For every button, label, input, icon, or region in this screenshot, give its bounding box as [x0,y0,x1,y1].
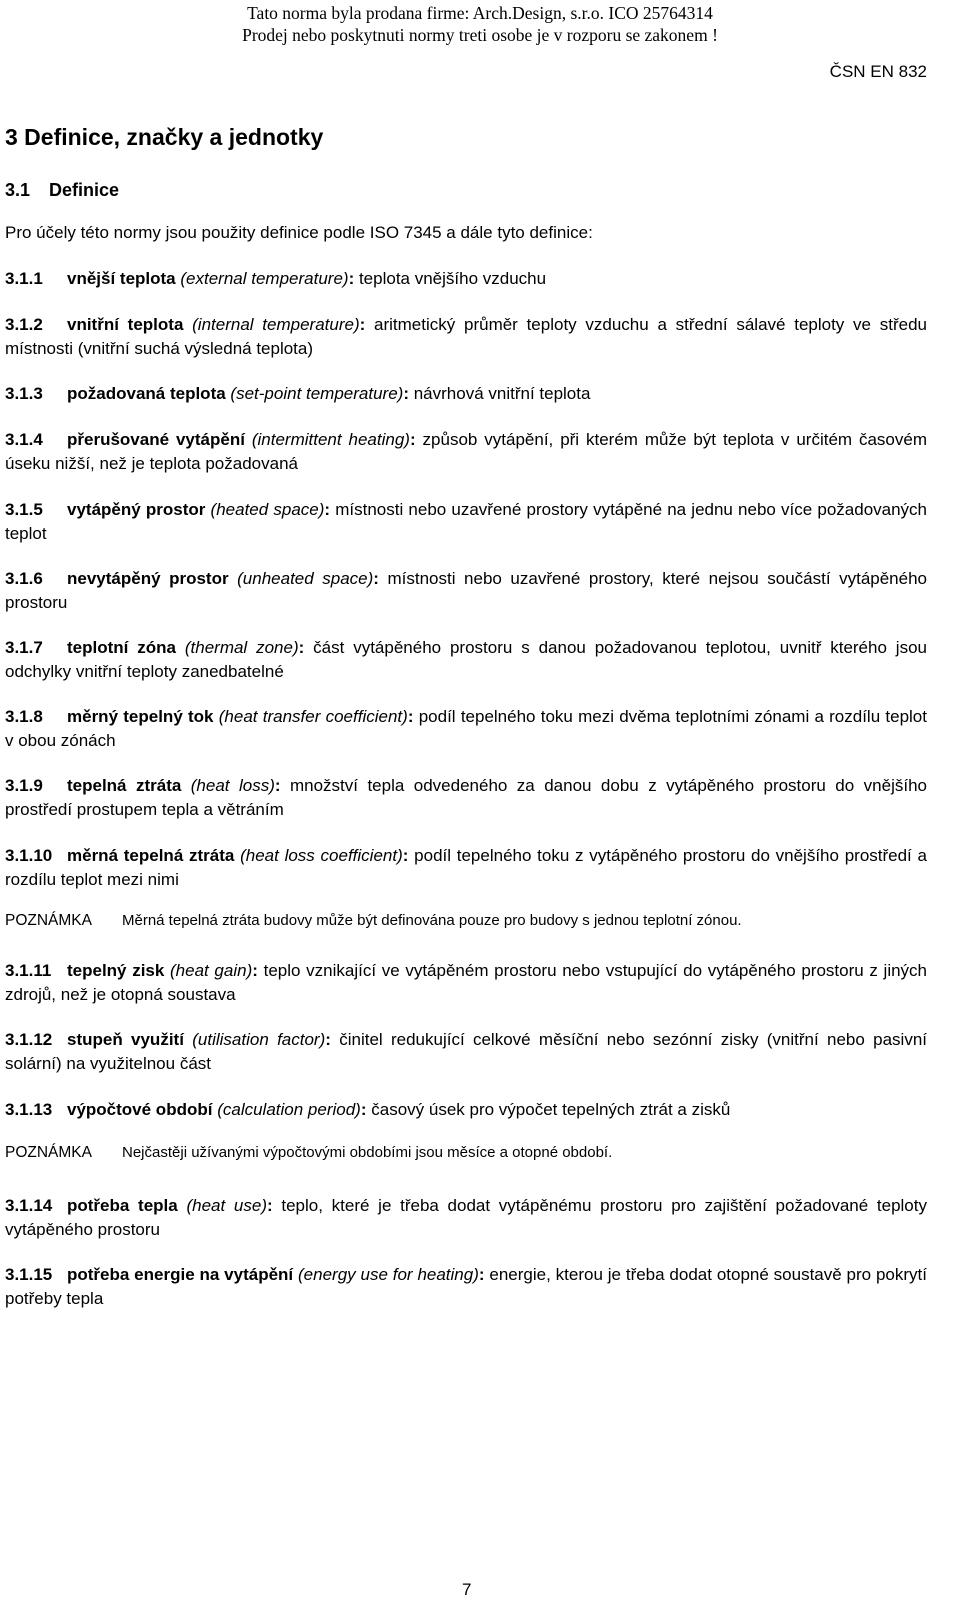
definition-3-1-9 [5,774,927,822]
definition-colon: : [298,638,305,657]
definition-english-term: (intermittent heating) [251,430,410,449]
definition-3-1-1 [5,267,927,291]
definition-english-term: (unheated space) [237,569,374,588]
definition-colon: : [348,269,355,288]
definition-term: tepelný zisk [67,961,165,980]
definition-english-term: (thermal zone) [184,638,299,657]
definition-colon: : [403,384,409,403]
definition-text: činitel redukující celkové měsíční nebo sezónní zisky (vnitřní nebo pasivní solární) na využitelnou část [5,1030,927,1073]
definition-3-1-8 [5,705,927,753]
definition-english-term: (heat loss coefficient) [240,846,403,865]
definition-3-1-11 [5,959,927,1007]
section-heading: 3 Definice, značky a jednotky [5,124,324,150]
definition-3-1-2 [5,313,927,361]
subsection-number: 3.1 [5,180,31,200]
definition-text: část vytápěného prostoru s danou požadovanou teplotou, uvnitř kterého jsou odchylky vnitřní teploty zanedbatelné [5,638,927,681]
definition-text: množství tepla odvedeného za danou dobu z vytápěného prostoru do vnějšího prostředí prostupem tepla a větráním [5,776,927,819]
definition-number: 3.1.15 [5,1265,53,1284]
definition-number: 3.1.10 [5,846,53,865]
definition-text: místnosti nebo uzavřené prostory, které nejsou součástí vytápěného prostoru [5,569,928,612]
definition-number: 3.1.4 [5,430,43,449]
subsection-title: Definice [49,180,120,200]
definition-text: podíl tepelného toku z vytápěného prostoru do vnějšího prostředí a rozdílu teplot mezi nimi [5,846,927,889]
definition-colon: : [359,315,366,334]
page-number: 7 [462,1580,472,1599]
note-text: Nejčastěji užívanými výpočtovými obdobími jsou měsíce a otopné období. [122,1144,613,1161]
watermark-line-1: Tato norma byla prodana firme: Arch.Design, s.r.o. ICO 25764314 [247,3,713,23]
definition-term: potřeba energie na vytápění [67,1265,294,1284]
definition-english-term: (heated space) [210,500,325,519]
definition-colon: : [407,707,414,726]
definition-term: přerušované vytápění [67,430,245,449]
watermark [0,2,960,46]
definition-text: místnosti nebo uzavřené prostory vytápěné na jednu nebo více požadovaných teplot [5,500,928,543]
definition-text: energie, kterou je třeba dodat otopné soustavě pro pokrytí potřeby tepla [5,1265,927,1308]
definition-text: způsob vytápění, při kterém může být teplota v určitém časovém úseku nižší, než je teplota požadovaná [5,430,927,473]
standard-code: ČSN EN 832 [829,62,927,81]
definition-term: tepelná ztráta [67,776,182,795]
definition-number: 3.1.14 [5,1196,53,1215]
note-label: POZNÁMKA [5,1144,92,1161]
definition-colon: : [402,846,409,865]
definition-english-term: (calculation period) [217,1100,361,1119]
definition-colon: : [325,1030,331,1049]
definition-3-1-3 [5,382,927,406]
note-text: Měrná tepelná ztráta budovy může být definována pouze pro budovy s jednou teplotní zónou. [122,912,742,929]
note-label: POZNÁMKA [5,912,92,929]
definition-colon: : [478,1265,485,1284]
definition-colon: : [409,430,416,449]
definition-colon: : [252,961,258,980]
definition-english-term: (heat use) [186,1196,267,1215]
definition-term: výpočtové období [67,1100,213,1119]
definition-colon: : [274,776,281,795]
definition-term: potřeba tepla [67,1196,178,1215]
definition-term: stupeň využití [67,1030,184,1049]
definition-colon: : [266,1196,273,1215]
definition-number: 3.1.6 [5,569,43,588]
definition-term: nevytápěný prostor [67,569,229,588]
definition-text: časový úsek pro výpočet tepelných ztrát a zisků [366,1100,731,1119]
definition-3-1-15 [5,1263,927,1311]
definition-term: vnější teplota [67,269,176,288]
definition-colon: : [373,569,379,588]
definition-3-1-13 [5,1098,927,1122]
definition-number: 3.1.7 [5,638,43,657]
definition-english-term: (heat gain) [170,961,253,980]
note-1 [5,911,927,931]
definition-number: 3.1.1 [5,269,43,288]
definition-number: 3.1.11 [5,961,52,980]
definition-text: teplota vnějšího vzduchu [354,269,547,288]
watermark-line-2: Prodej nebo poskytnuti normy treti osobe je v rozporu se zakonem ! [242,25,718,45]
subsection-heading [5,180,119,201]
definition-colon: : [360,1100,367,1119]
definition-text: podíl tepelného toku mezi dvěma teplotními zónami a rozdílu teplot v obou zónách [5,707,927,750]
definition-number: 3.1.12 [5,1030,53,1049]
definition-english-term: (internal temperature) [192,315,360,334]
intro-paragraph: Pro účely této normy jsou použity definice podle ISO 7345 a dále tyto definice: [5,223,593,242]
definition-colon: : [324,500,331,519]
definition-english-term: (heat transfer coefficient) [218,707,408,726]
definition-3-1-12 [5,1028,927,1076]
definition-3-1-5 [5,498,927,546]
definition-english-term: (utilisation factor) [192,1030,326,1049]
definition-english-term: (set-point temperature) [230,384,404,403]
definition-3-1-6 [5,567,927,615]
definition-number: 3.1.13 [5,1100,53,1119]
definition-number: 3.1.8 [5,707,43,726]
definition-term: vnitřní teplota [67,315,184,334]
definition-english-term: (energy use for heating) [298,1265,479,1284]
definition-text: teplo vznikající ve vytápěném prostoru nebo vstupující do vytápěného prostoru z jiných zdrojů, než je otopná soustava [5,961,928,1004]
definition-3-1-4 [5,428,927,476]
definition-text: teplo, které je třeba dodat vytápěnému prostoru pro zajištění požadované teploty vytápěného prostoru [5,1196,927,1239]
note-2 [5,1143,927,1163]
definition-term: požadovaná teplota [67,384,226,403]
definition-english-term: (heat loss) [190,776,275,795]
definition-text: návrhová vnitřní teplota [409,384,591,403]
definition-3-1-7 [5,636,927,684]
definition-term: měrný tepelný tok [67,707,214,726]
definition-number: 3.1.5 [5,500,43,519]
definition-term: měrná tepelná ztráta [67,846,235,865]
definition-number: 3.1.3 [5,384,43,403]
definition-term: teplotní zóna [67,638,176,657]
definition-3-1-14 [5,1194,927,1242]
definition-text: aritmetický průměr teploty vzduchu a střední sálavé teploty ve středu místnosti (vnitřní suchá výsledná teplota) [5,315,927,358]
definition-number: 3.1.2 [5,315,43,334]
definition-english-term: (external temperature) [180,269,349,288]
definition-term: vytápěný prostor [67,500,206,519]
definition-number: 3.1.9 [5,776,43,795]
definition-3-1-10 [5,844,927,892]
